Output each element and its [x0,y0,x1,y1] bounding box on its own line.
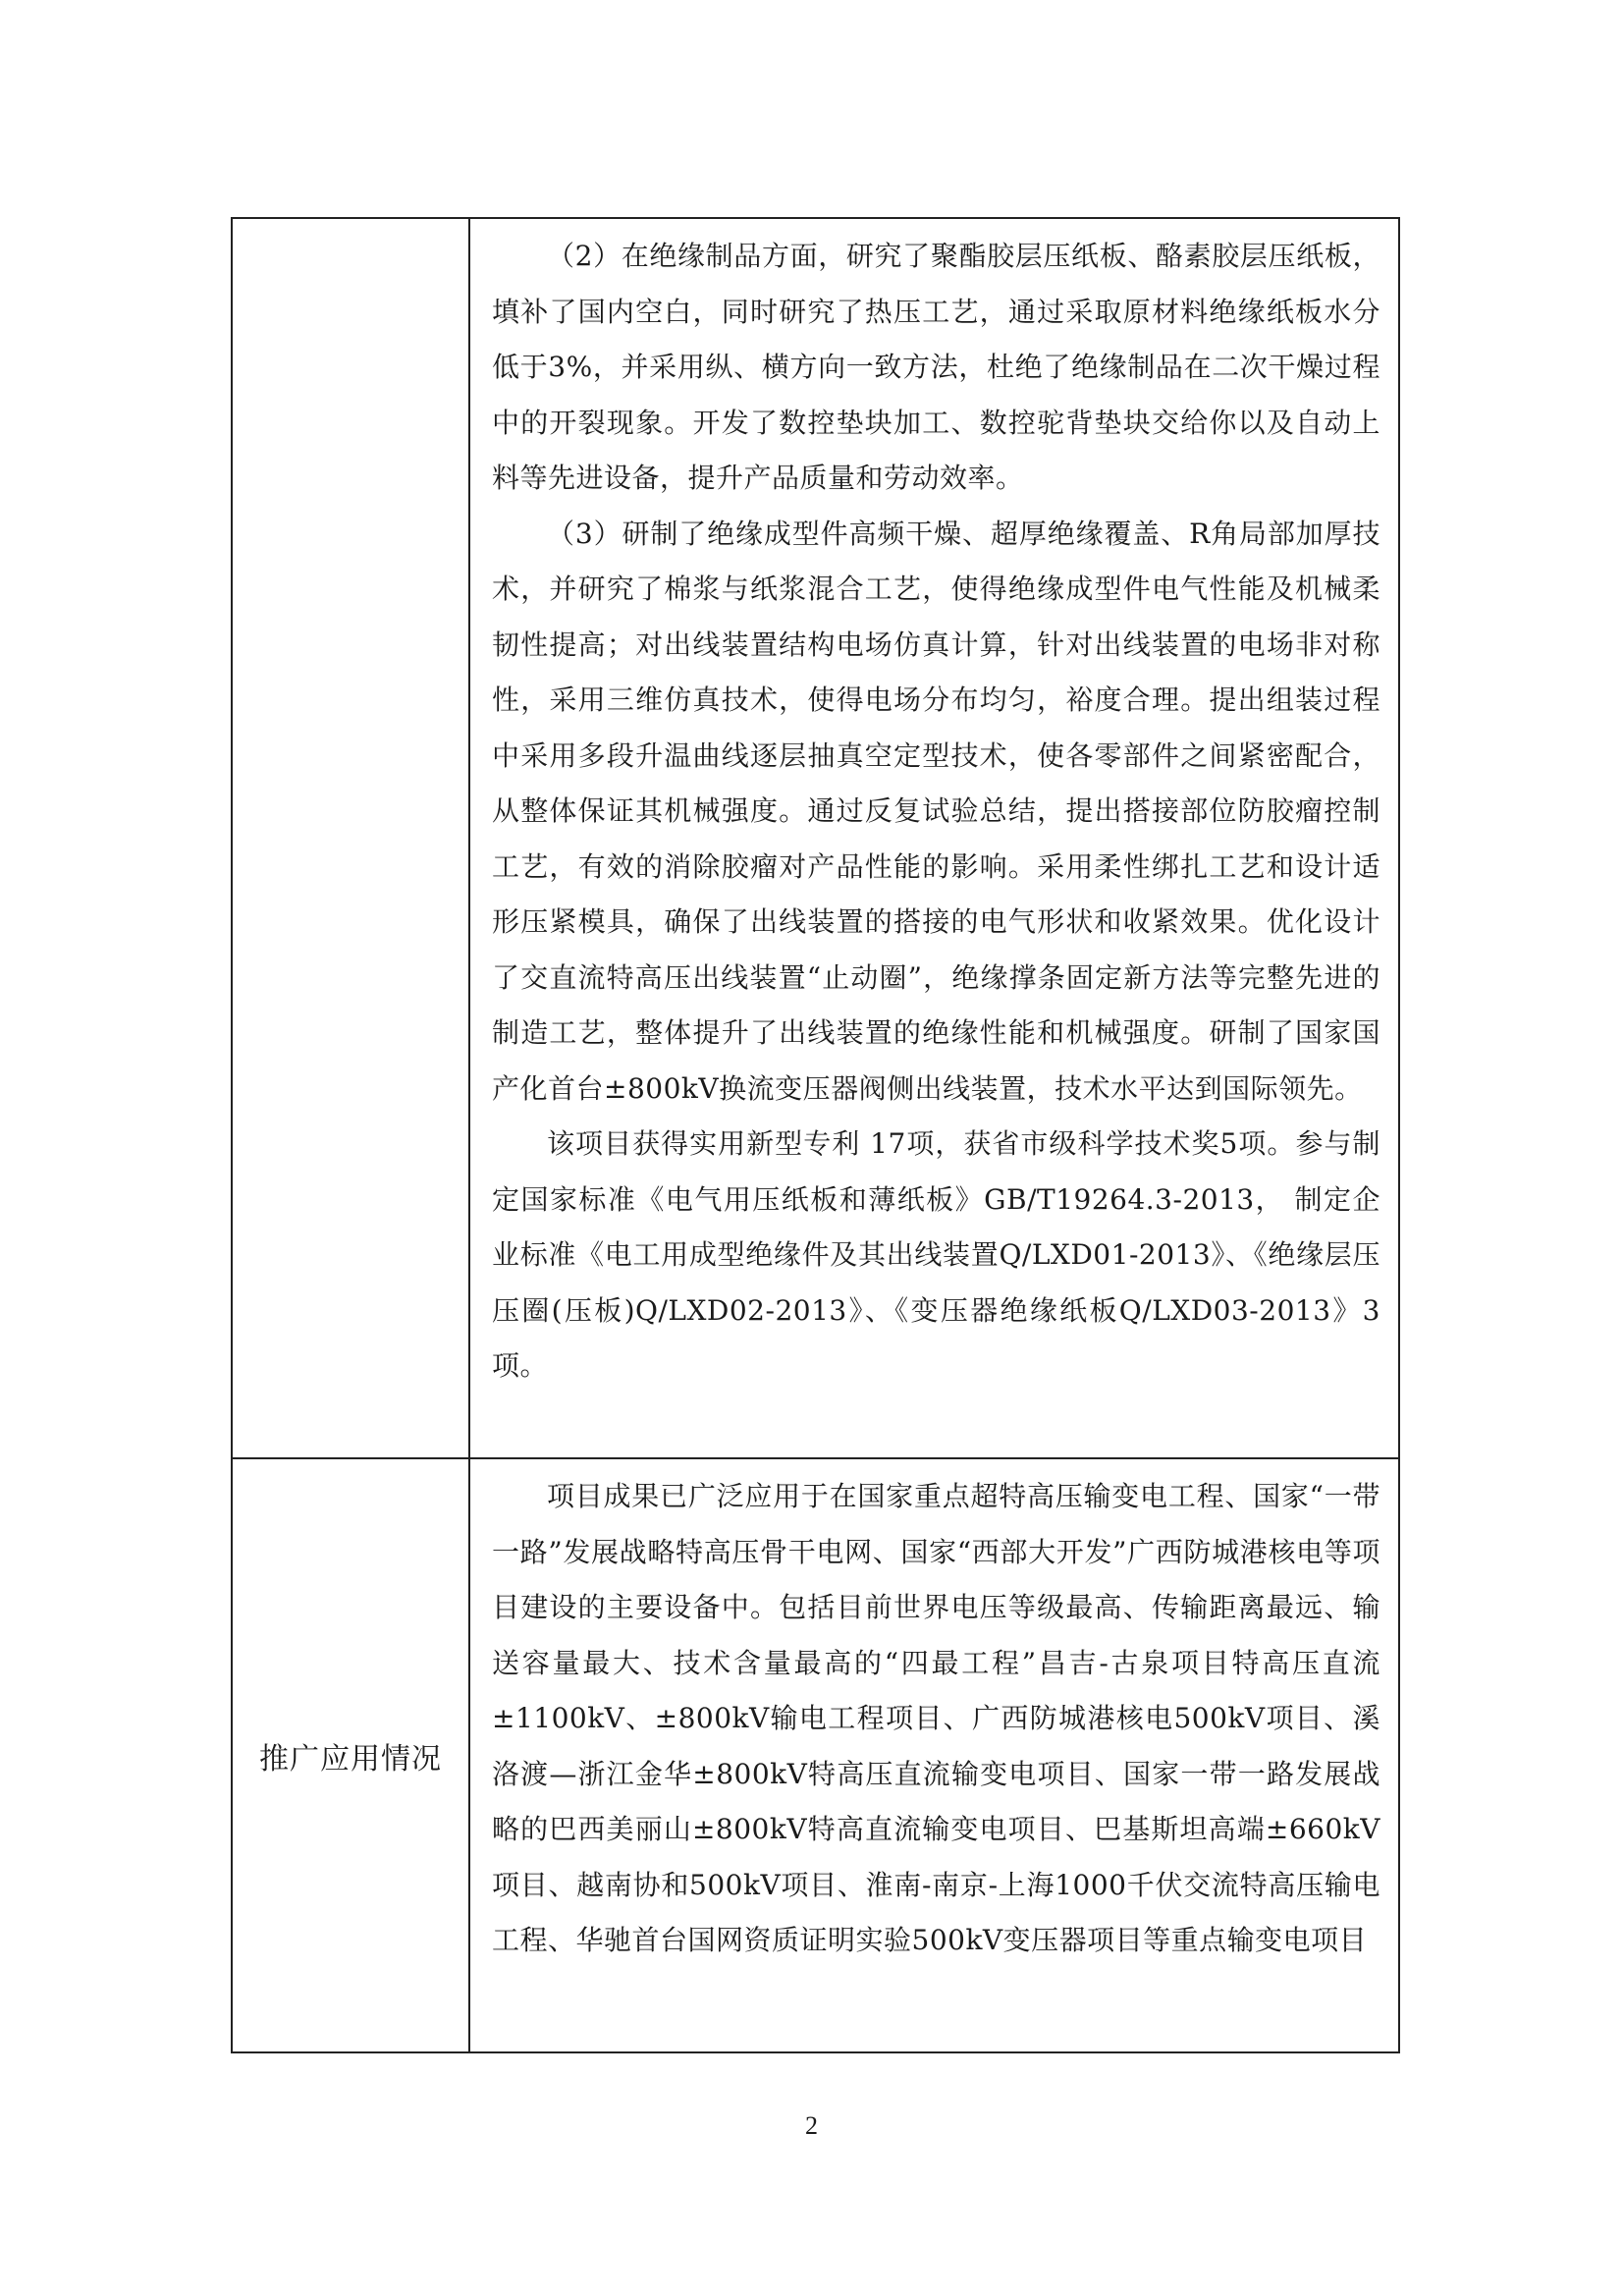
paragraph-insulation-products: （2）在绝缘制品方面，研究了聚酯胶层压纸板、酪素胶层压纸板，填补了国内空白，同时研究了热压工艺，通过采取原材料绝缘纸板水分低于3%，并采用纵、横方向一致方法，杜绝了绝缘制品在二次干燥过程中的开裂现象。开发了数控垫块加工、数控驼背垫块交给你以及自动上料等先进设备，提升产品质量和劳动效率。 [492,240,1380,494]
row-content-cell [469,218,1399,1458]
table-row [232,1458,1399,2052]
project-info-table [231,217,1400,2053]
table-row [232,218,1399,1458]
page-number: 2 [805,2111,818,2140]
row-label-cell [232,218,469,1458]
paragraph-application: 项目成果已广泛应用于在国家重点超特高压输变电工程、国家“一带一路”发展战略特高压骨干电网、国家“西部大开发”广西防城港核电等项目建设的主要设备中。包括目前世界电压等级最高、传输距离最远、输送容量最大、技术含量最高的“四最工程”昌吉-古泉项目特高压直流±1100kV、±800kV输电工程项目、广西防城港核电500kV项目、溪洛渡—浙江金华±800kV特高压直流输变电项目、国家一带一路发展战略的巴西美丽山±800kV特高直流输变电项目、巴基斯坦高端±660kV项目、越南协和500kV项目、淮南-南京-上海1000千伏交流特高压输电工程、华驰首台国网资质证明实验500kV变压器项目等重点输变电项目 [492,1480,1380,1956]
row-label-application: 推广应用情况 [259,1741,442,1777]
paragraph-patents-standards: 该项目获得实用新型专利 17项，获省市级科学技术奖5项。参与制定国家标准《电气用压纸板和薄纸板》GB/T19264.3-2013， 制定企业标准《电工用成型绝缘件及其出线装置Q/LXD01-2013》、《绝缘层压压圈(压板)Q/LXD02-2013》、《变压器绝缘纸板Q/LXD03-2013》3项。 [492,1127,1380,1382]
row-content-cell [469,1458,1399,2052]
row-label-cell [232,1458,469,2052]
paragraph-insulation-molded-parts: （3）研制了绝缘成型件高频干燥、超厚绝缘覆盖、R角局部加厚技术，并研究了棉浆与纸浆混合工艺，使得绝缘成型件电气性能及机械柔韧性提高；对出线装置结构电场仿真计算，针对出线装置的电场非对称性，采用三维仿真技术，使得电场分布均匀，裕度合理。提出组装过程中采用多段升温曲线逐层抽真空定型技术，使各零部件之间紧密配合，从整体保证其机械强度。通过反复试验总结，提出搭接部位防胶瘤控制工艺，有效的消除胶瘤对产品性能的影响。采用柔性绑扎工艺和设计适形压紧模具，确保了出线装置的搭接的电气形状和收紧效果。优化设计了交直流特高压出线装置“止动圈”，绝缘撑条固定新方法等完整先进的制造工艺，整体提升了出线装置的绝缘性能和机械强度。研制了国家国产化首台±800kV换流变压器阀侧出线装置，技术水平达到国际领先。 [492,517,1380,1105]
